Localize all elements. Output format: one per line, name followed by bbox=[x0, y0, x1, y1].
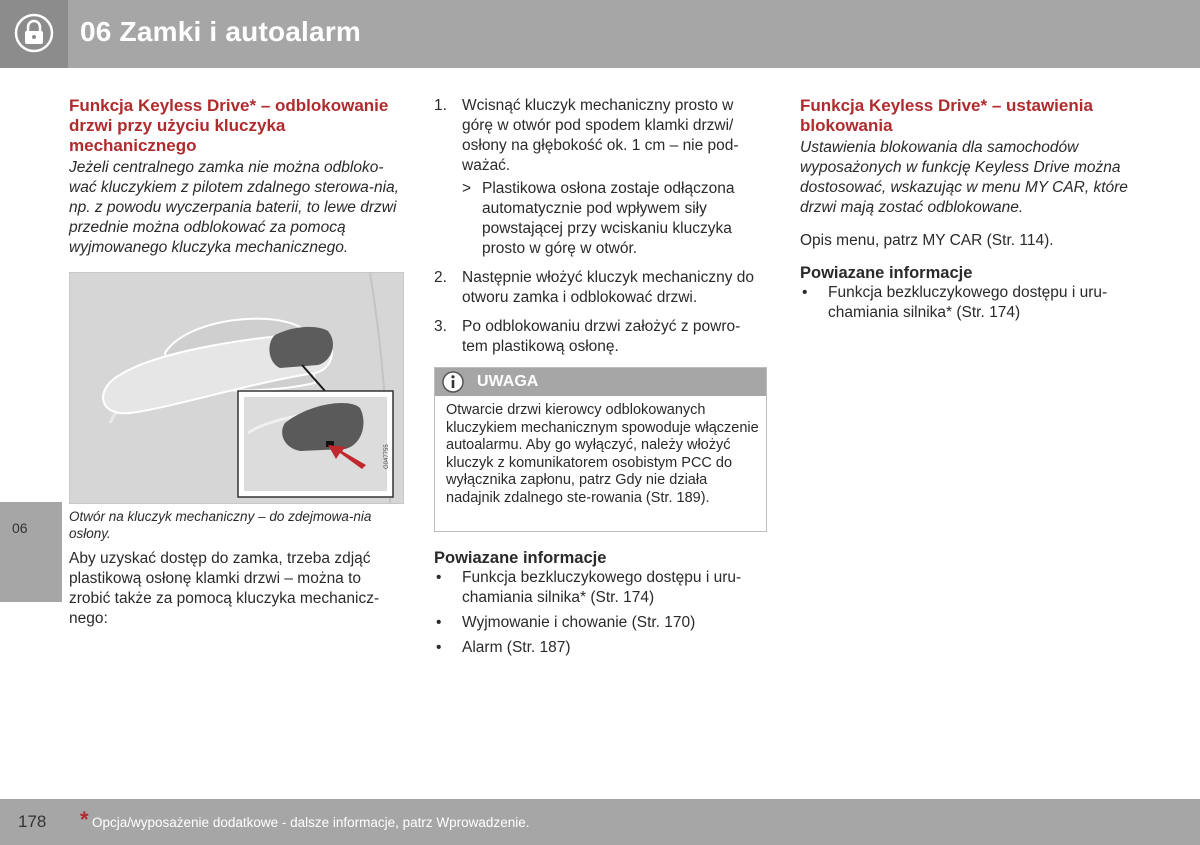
chapter-side-tab-label: 06 bbox=[12, 520, 28, 536]
step-number: 2. bbox=[434, 269, 447, 286]
page-header bbox=[0, 0, 1200, 68]
padlock-icon bbox=[14, 13, 54, 53]
section-lead-lock-settings: Ustawienia blokowania dla samochodów wyposażonych w funkcję Keyless Drive można dostosować, wskazując w menu MY CAR, które drzwi mają zostać odblokowane. bbox=[800, 139, 1128, 216]
chapter-side-tab bbox=[0, 502, 62, 602]
related-info-title: Powiazane informacje bbox=[434, 549, 607, 567]
section-lead-mechanical-key: Jeżeli centralnego zamka nie można odbloko-wać kluczykiem z pilotem zdalnego sterowa-nia, np. z powodu wyczerpania baterii, to lewe drzwi przednie można odblokować za pomocą wyjmowanego kluczyka mechanicznego. bbox=[69, 159, 399, 256]
footnote-text: Opcja/wyposażenie dodatkowe - dalsze informacje, patrz Wprowadzenie. bbox=[92, 815, 530, 830]
footnote-bar bbox=[68, 799, 1200, 845]
section-heading-lock-settings: Funkcja Keyless Drive* – ustawienia blokowania bbox=[800, 96, 1093, 135]
right-column bbox=[800, 96, 1135, 328]
note-text: Otwarcie drzwi kierowcy odblokowanych kluczykiem mechanicznym spowoduje włączenie autoalarmu. Aby go wyłączyć, należy włożyć kluczyk z komunikatorem osobistym PCC do wyłącznika zapłonu, patrz Gdy nie działa nadajnik zdalnego ste-rowania (Str. 189). bbox=[446, 402, 759, 506]
chapter-icon-box bbox=[0, 0, 68, 68]
step-result-text: Plastikowa osłona zostaje odłączona automatycznie pod wpływem siły powstającej przy wciskaniu kluczyka prosto w górę w otwór. bbox=[482, 180, 735, 257]
related-link[interactable]: • Wyjmowanie i chowanie (Str. 170) bbox=[434, 613, 764, 633]
step-text: Wcisnąć kluczyk mechaniczny prosto w górę w otwór pod spodem klamki drzwi/ osłony na głębokość ok. 1 cm – nie pod-ważać. bbox=[462, 97, 739, 174]
step-text: Po odblokowaniu drzwi założyć z powro-tem plastikową osłonę. bbox=[462, 318, 741, 355]
figure-caption: Otwór na kluczyk mechaniczny – do zdejmowa-nia osłony. bbox=[69, 509, 372, 541]
left-body-text: Aby uzyskać dostęp do zamka, trzeba zdjąć plastikową osłonę klamki drzwi – można to zrobić także za pomocą kluczyka mechanicz-nego: bbox=[69, 550, 380, 627]
list-item bbox=[434, 96, 764, 259]
door-handle-illustration bbox=[69, 272, 404, 504]
result-marker: > bbox=[462, 180, 472, 197]
info-icon bbox=[441, 370, 465, 394]
door-handle-drawing bbox=[70, 273, 403, 503]
list-item bbox=[434, 317, 764, 357]
step-number: 1. bbox=[434, 97, 447, 114]
note-box bbox=[434, 367, 767, 532]
related-info-list bbox=[800, 283, 1135, 323]
related-link[interactable]: • Funkcja bezkluczykowego dostępu i uru-chamiania silnika* (Str. 174) bbox=[434, 568, 764, 608]
related-info-list bbox=[434, 568, 764, 658]
page-footer bbox=[0, 799, 1200, 845]
related-link[interactable]: • Funkcja bezkluczykowego dostępu i uru-chamiania silnika* (Str. 174) bbox=[800, 283, 1135, 323]
step-text: Następnie włożyć kluczyk mechaniczny do otworu zamka i odblokować drzwi. bbox=[462, 269, 755, 306]
left-body bbox=[69, 549, 404, 629]
step-result bbox=[462, 179, 764, 259]
related-info-title: Powiazane informacje bbox=[800, 264, 973, 282]
middle-column bbox=[434, 96, 764, 366]
chapter-title: 06 Zamki i autoalarm bbox=[80, 16, 362, 47]
middle-related bbox=[434, 548, 764, 663]
unlock-steps-list bbox=[434, 96, 764, 357]
page-number-box bbox=[0, 799, 68, 845]
footnote-star: * bbox=[80, 807, 89, 832]
page-number: 178 bbox=[18, 812, 47, 831]
note-title: UWAGA bbox=[477, 373, 539, 390]
list-item bbox=[434, 268, 764, 308]
image-code: G047755 bbox=[384, 444, 390, 469]
note-header bbox=[435, 368, 766, 396]
related-link[interactable]: • Alarm (Str. 187) bbox=[434, 638, 764, 658]
right-body-text: Opis menu, patrz MY CAR (Str. 114). bbox=[800, 232, 1054, 249]
step-number: 3. bbox=[434, 318, 447, 335]
left-column bbox=[69, 96, 404, 258]
section-heading-mechanical-key: Funkcja Keyless Drive* – odblokowanie drzwi przy użyciu kluczyka mechanicznego bbox=[69, 96, 389, 155]
